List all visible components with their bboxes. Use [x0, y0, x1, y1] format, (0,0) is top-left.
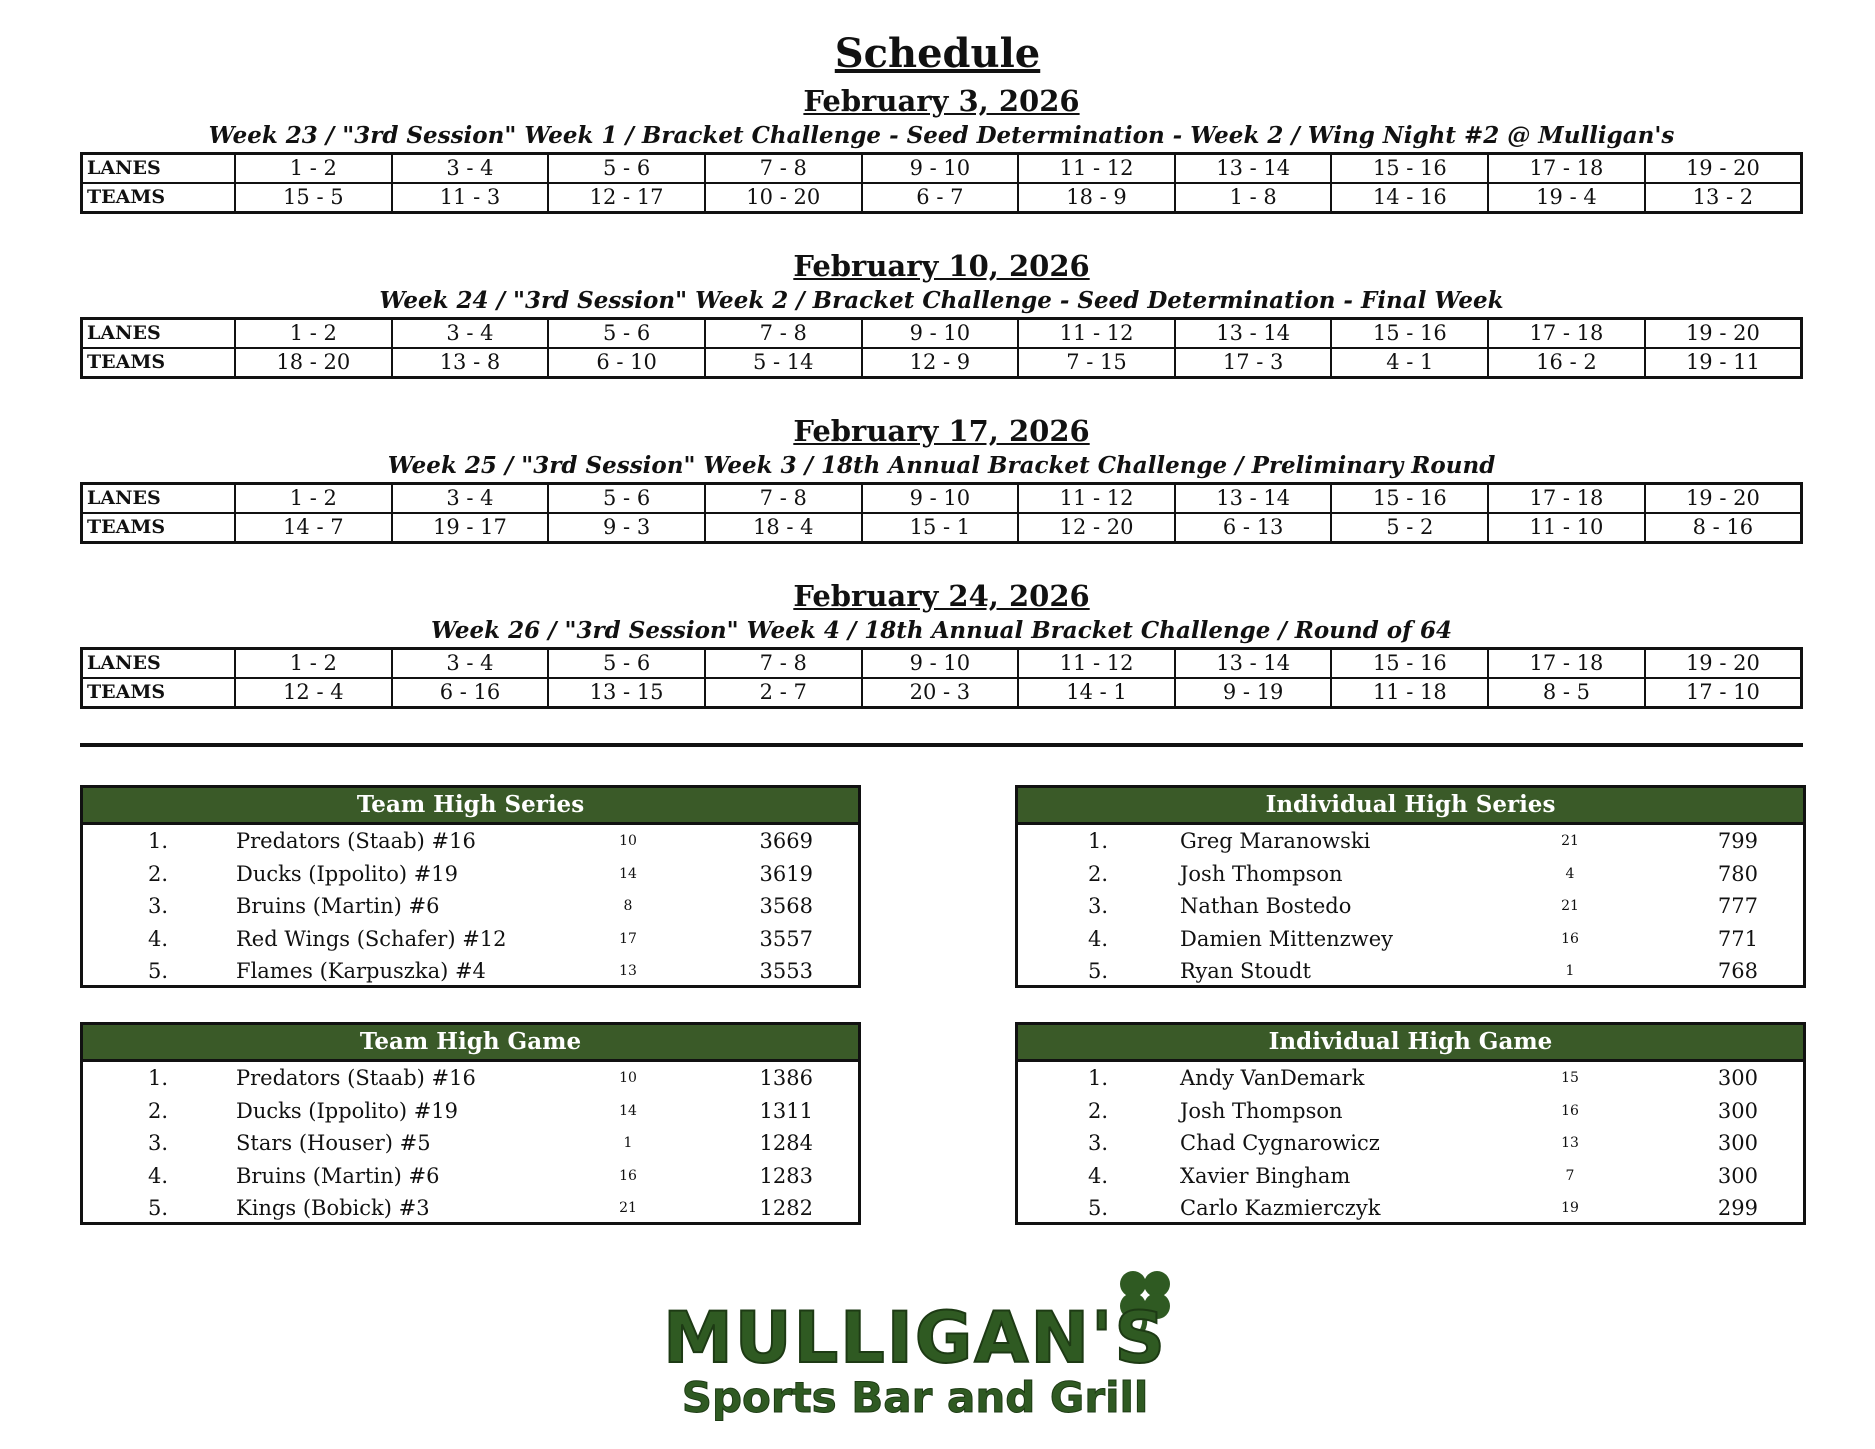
- lanes-row: [82, 319, 1802, 349]
- leader-rank: 1.: [147, 829, 169, 853]
- team-cell: 8 - 16: [1645, 513, 1802, 543]
- leader-name: Nathan Bostedo: [1180, 894, 1352, 918]
- team-cell: 16 - 2: [1488, 348, 1645, 378]
- team-cell: 18 - 4: [705, 513, 862, 543]
- leader-score: 300: [1717, 1066, 1758, 1090]
- schedule-table: [80, 482, 1803, 544]
- week-date: February 17, 2026: [793, 414, 1090, 448]
- leader-name: Flames (Karpuszka) #4: [236, 959, 486, 983]
- week-subtitle: Week 24 / "3rd Session" Week 2 / Bracket Challenge - Seed Determination - Final Week: [379, 287, 1504, 314]
- team-high-series-box: [80, 785, 861, 988]
- lane-cell: 1 - 2: [235, 319, 392, 349]
- individual-high-series-box: [1015, 785, 1806, 988]
- team-cell: 12 - 20: [1018, 513, 1175, 543]
- leader-score: 3553: [759, 959, 813, 983]
- team-cell: 12 - 17: [548, 183, 705, 213]
- leader-score: 3568: [759, 894, 813, 918]
- team-cell: 15 - 1: [862, 513, 1019, 543]
- page-title: Schedule: [834, 30, 1041, 77]
- leader-score: 3557: [759, 926, 813, 951]
- leader-number: 13: [1561, 1135, 1579, 1151]
- team-cell: 6 - 16: [392, 678, 549, 708]
- leader-name: Chad Cygnarowicz: [1180, 1131, 1380, 1155]
- leader-row: [1018, 858, 1803, 891]
- week-schedule: [80, 577, 1803, 709]
- lanes-row: [82, 154, 1802, 184]
- lane-cell: 13 - 14: [1175, 319, 1332, 349]
- leader-name: Greg Maranowski: [1180, 829, 1371, 853]
- leader-rank: 4.: [1087, 926, 1109, 951]
- lanes-label: LANES: [82, 154, 236, 184]
- team-cell: 11 - 18: [1331, 678, 1488, 708]
- teams-row: [82, 348, 1802, 378]
- lane-cell: 7 - 8: [705, 319, 862, 349]
- leader-name: Josh Thompson: [1180, 861, 1343, 886]
- team-cell: 12 - 4: [235, 678, 392, 708]
- lane-cell: 11 - 12: [1018, 484, 1175, 514]
- leader-name: Bruins (Martin) #6: [236, 894, 440, 918]
- team-cell: 11 - 10: [1488, 513, 1645, 543]
- leader-name: Predators (Staab) #16: [236, 829, 476, 853]
- box-title: Team High Series: [83, 788, 858, 825]
- team-cell: 2 - 7: [705, 678, 862, 708]
- team-cell: 14 - 16: [1331, 183, 1488, 213]
- leader-number: 8: [623, 898, 633, 914]
- leader-score: 1386: [759, 1066, 813, 1090]
- week-schedule: [80, 247, 1803, 379]
- team-cell: 13 - 2: [1645, 183, 1802, 213]
- leader-score: 300: [1717, 1131, 1758, 1155]
- lane-cell: 19 - 20: [1645, 484, 1802, 514]
- teams-row: [82, 183, 1802, 213]
- leader-name: Ducks (Ippolito) #19: [236, 1098, 459, 1123]
- leader-rank: 5.: [1087, 1196, 1109, 1220]
- leader-score: 1284: [759, 1131, 813, 1155]
- week-subtitle: Week 26 / "3rd Session" Week 4 / 18th Annual Bracket Challenge / Round of 64: [430, 617, 1453, 644]
- lane-cell: 9 - 10: [862, 649, 1019, 679]
- team-cell: 18 - 9: [1018, 183, 1175, 213]
- leader-rank: 3.: [147, 894, 169, 918]
- team-cell: 14 - 1: [1018, 678, 1175, 708]
- leader-score: 300: [1717, 1098, 1758, 1123]
- team-cell: 1 - 8: [1175, 183, 1332, 213]
- team-cell: 17 - 10: [1645, 678, 1802, 708]
- lane-cell: 15 - 16: [1331, 649, 1488, 679]
- leader-rank: 2.: [147, 1098, 169, 1123]
- lane-cell: 5 - 6: [548, 319, 705, 349]
- lane-cell: 13 - 14: [1175, 649, 1332, 679]
- leader-row: [1018, 890, 1803, 923]
- leader-row: [1018, 923, 1803, 956]
- leader-number: 4: [1565, 865, 1575, 882]
- team-cell: 12 - 9: [862, 348, 1019, 378]
- mulligans-logo: [585, 1262, 1245, 1422]
- leader-row: [83, 1160, 858, 1193]
- leader-rank: 3.: [1087, 1131, 1109, 1155]
- lane-cell: 17 - 18: [1488, 484, 1645, 514]
- leader-rank: 4.: [147, 926, 169, 951]
- box-title: Individual High Game: [1018, 1025, 1803, 1062]
- lane-cell: 3 - 4: [392, 154, 549, 184]
- lane-cell: 9 - 10: [862, 484, 1019, 514]
- team-cell: 20 - 3: [862, 678, 1019, 708]
- leader-number: 16: [619, 1167, 637, 1184]
- leader-number: 19: [1561, 1200, 1579, 1216]
- lane-cell: 17 - 18: [1488, 319, 1645, 349]
- schedule-table: [80, 317, 1803, 379]
- leader-row: [1018, 955, 1803, 988]
- lane-cell: 3 - 4: [392, 484, 549, 514]
- leader-row: [83, 1095, 858, 1128]
- leader-number: 15: [1561, 1070, 1579, 1086]
- leader-number: 1: [1565, 963, 1575, 979]
- logo-tagline: Sports Bar and Grill: [681, 1373, 1149, 1422]
- lane-cell: 15 - 16: [1331, 484, 1488, 514]
- leader-rank: 5.: [147, 959, 169, 983]
- leader-number: 10: [619, 1070, 637, 1086]
- logo-graphic: [585, 1262, 1245, 1422]
- schedule-table: [80, 152, 1803, 214]
- lane-cell: 5 - 6: [548, 649, 705, 679]
- week-subtitle: Week 23 / "3rd Session" Week 1 / Bracket Challenge - Seed Determination - Week 2 / Wing Night #2 @ Mulligan's: [208, 122, 1675, 149]
- lane-cell: 17 - 18: [1488, 154, 1645, 184]
- lane-cell: 13 - 14: [1175, 154, 1332, 184]
- leader-number: 10: [619, 833, 637, 849]
- lanes-row: [82, 484, 1802, 514]
- leader-rank: 3.: [1087, 894, 1109, 918]
- leader-name: Ducks (Ippolito) #19: [236, 861, 459, 886]
- week-subtitle: Week 25 / "3rd Session" Week 3 / 18th Annual Bracket Challenge / Preliminary Round: [387, 452, 1496, 479]
- lane-cell: 5 - 6: [548, 154, 705, 184]
- team-cell: 6 - 13: [1175, 513, 1332, 543]
- leader-number: 16: [1561, 930, 1579, 947]
- box-title: Individual High Series: [1018, 788, 1803, 825]
- leader-rank: 2.: [1087, 1098, 1109, 1123]
- lane-cell: 15 - 16: [1331, 319, 1488, 349]
- lane-cell: 11 - 12: [1018, 154, 1175, 184]
- leader-row: [1018, 1192, 1803, 1225]
- team-cell: 17 - 3: [1175, 348, 1332, 378]
- leader-number: 21: [619, 1200, 637, 1216]
- teams-label: TEAMS: [82, 678, 236, 708]
- lane-cell: 11 - 12: [1018, 649, 1175, 679]
- team-cell: 13 - 15: [548, 678, 705, 708]
- leader-row: [83, 1062, 858, 1095]
- team-cell: 4 - 1: [1331, 348, 1488, 378]
- team-cell: 19 - 17: [392, 513, 549, 543]
- leader-rank: 2.: [1087, 861, 1109, 886]
- lanes-row: [82, 649, 1802, 679]
- team-cell: 19 - 11: [1645, 348, 1802, 378]
- leader-row: [83, 825, 858, 858]
- leader-row: [83, 1127, 858, 1160]
- team-cell: 8 - 5: [1488, 678, 1645, 708]
- individual-high-game-box: [1015, 1022, 1806, 1225]
- leader-rank: 3.: [147, 1131, 169, 1155]
- leader-rank: 1.: [147, 1066, 169, 1090]
- leader-rank: 2.: [147, 861, 169, 886]
- team-cell: 6 - 7: [862, 183, 1019, 213]
- leader-rank: 4.: [147, 1163, 169, 1188]
- week-date: February 10, 2026: [793, 249, 1090, 283]
- team-cell: 5 - 2: [1331, 513, 1488, 543]
- leader-name: Kings (Bobick) #3: [236, 1196, 430, 1220]
- leader-score: 1311: [759, 1098, 813, 1123]
- lane-cell: 7 - 8: [705, 484, 862, 514]
- lane-cell: 1 - 2: [235, 484, 392, 514]
- team-cell: 11 - 3: [392, 183, 549, 213]
- week-schedule: [80, 82, 1803, 214]
- teams-row: [82, 513, 1802, 543]
- week-schedule: [80, 412, 1803, 544]
- leader-name: Carlo Kazmierczyk: [1180, 1196, 1381, 1220]
- leader-rank: 4.: [1087, 1163, 1109, 1188]
- lanes-label: LANES: [82, 649, 236, 679]
- team-high-game-box: [80, 1022, 861, 1225]
- lane-cell: 19 - 20: [1645, 319, 1802, 349]
- leader-row: [1018, 1127, 1803, 1160]
- leader-name: Predators (Staab) #16: [236, 1066, 476, 1090]
- team-cell: 14 - 7: [235, 513, 392, 543]
- team-cell: 7 - 15: [1018, 348, 1175, 378]
- lane-cell: 15 - 16: [1331, 154, 1488, 184]
- leader-row: [83, 890, 858, 923]
- lane-cell: 3 - 4: [392, 649, 549, 679]
- leader-row: [1018, 1095, 1803, 1128]
- team-cell: 13 - 8: [392, 348, 549, 378]
- section-divider: [80, 743, 1803, 747]
- box-title: Team High Game: [83, 1025, 858, 1062]
- lane-cell: 1 - 2: [235, 154, 392, 184]
- leader-number: 17: [619, 930, 637, 947]
- week-date: February 3, 2026: [803, 84, 1080, 118]
- lanes-label: LANES: [82, 484, 236, 514]
- leader-row: [83, 955, 858, 988]
- leader-row: [1018, 1062, 1803, 1095]
- leader-score: 1283: [759, 1163, 813, 1188]
- leader-score: 768: [1717, 959, 1758, 983]
- leader-name: Red Wings (Schafer) #12: [236, 926, 507, 951]
- leader-number: 7: [1565, 1167, 1575, 1184]
- lane-cell: 9 - 10: [862, 319, 1019, 349]
- leader-score: 780: [1717, 861, 1758, 886]
- leader-number: 21: [1561, 833, 1579, 849]
- lane-cell: 19 - 20: [1645, 649, 1802, 679]
- team-cell: 6 - 10: [548, 348, 705, 378]
- team-cell: 9 - 19: [1175, 678, 1332, 708]
- leader-row: [1018, 825, 1803, 858]
- lane-cell: 7 - 8: [705, 649, 862, 679]
- team-cell: 15 - 5: [235, 183, 392, 213]
- lanes-label: LANES: [82, 319, 236, 349]
- leader-score: 771: [1717, 926, 1758, 951]
- leader-name: Stars (Houser) #5: [236, 1131, 431, 1155]
- leader-rank: 1.: [1087, 1066, 1109, 1090]
- leader-score: 3619: [759, 861, 813, 886]
- lane-cell: 7 - 8: [705, 154, 862, 184]
- teams-label: TEAMS: [82, 348, 236, 378]
- leader-name: Andy VanDemark: [1180, 1066, 1365, 1090]
- leader-score: 1282: [759, 1196, 813, 1220]
- logo-name: MULLIGAN'S: [663, 1297, 1167, 1379]
- leader-row: [83, 923, 858, 956]
- leader-number: 14: [619, 1102, 637, 1119]
- leader-score: 299: [1717, 1196, 1758, 1220]
- leader-rank: 1.: [1087, 829, 1109, 853]
- teams-label: TEAMS: [82, 513, 236, 543]
- leader-name: Xavier Bingham: [1180, 1163, 1351, 1188]
- leader-name: Josh Thompson: [1180, 1098, 1343, 1123]
- lane-cell: 17 - 18: [1488, 649, 1645, 679]
- lane-cell: 11 - 12: [1018, 319, 1175, 349]
- lane-cell: 5 - 6: [548, 484, 705, 514]
- lane-cell: 9 - 10: [862, 154, 1019, 184]
- leader-score: 777: [1717, 894, 1758, 918]
- team-cell: 5 - 14: [705, 348, 862, 378]
- leader-number: 1: [623, 1135, 633, 1151]
- leader-row: [83, 858, 858, 891]
- teams-label: TEAMS: [82, 183, 236, 213]
- team-cell: 18 - 20: [235, 348, 392, 378]
- leader-number: 14: [619, 865, 637, 882]
- leader-row: [1018, 1160, 1803, 1193]
- teams-row: [82, 678, 1802, 708]
- leader-score: 300: [1717, 1163, 1758, 1188]
- week-date: February 24, 2026: [793, 579, 1090, 613]
- lane-cell: 1 - 2: [235, 649, 392, 679]
- leader-row: [83, 1192, 858, 1225]
- schedule-table: [80, 647, 1803, 709]
- leader-rank: 5.: [147, 1196, 169, 1220]
- team-cell: 10 - 20: [705, 183, 862, 213]
- team-cell: 9 - 3: [548, 513, 705, 543]
- leader-rank: 5.: [1087, 959, 1109, 983]
- leader-number: 13: [619, 963, 637, 979]
- team-cell: 19 - 4: [1488, 183, 1645, 213]
- leader-name: Ryan Stoudt: [1180, 959, 1311, 983]
- lane-cell: 3 - 4: [392, 319, 549, 349]
- lane-cell: 19 - 20: [1645, 154, 1802, 184]
- leader-number: 21: [1561, 898, 1579, 914]
- leader-number: 16: [1561, 1102, 1579, 1119]
- leader-score: 3669: [759, 829, 813, 853]
- leader-name: Bruins (Martin) #6: [236, 1163, 440, 1188]
- leader-name: Damien Mittenzwey: [1180, 926, 1393, 951]
- lane-cell: 13 - 14: [1175, 484, 1332, 514]
- leader-score: 799: [1717, 829, 1758, 853]
